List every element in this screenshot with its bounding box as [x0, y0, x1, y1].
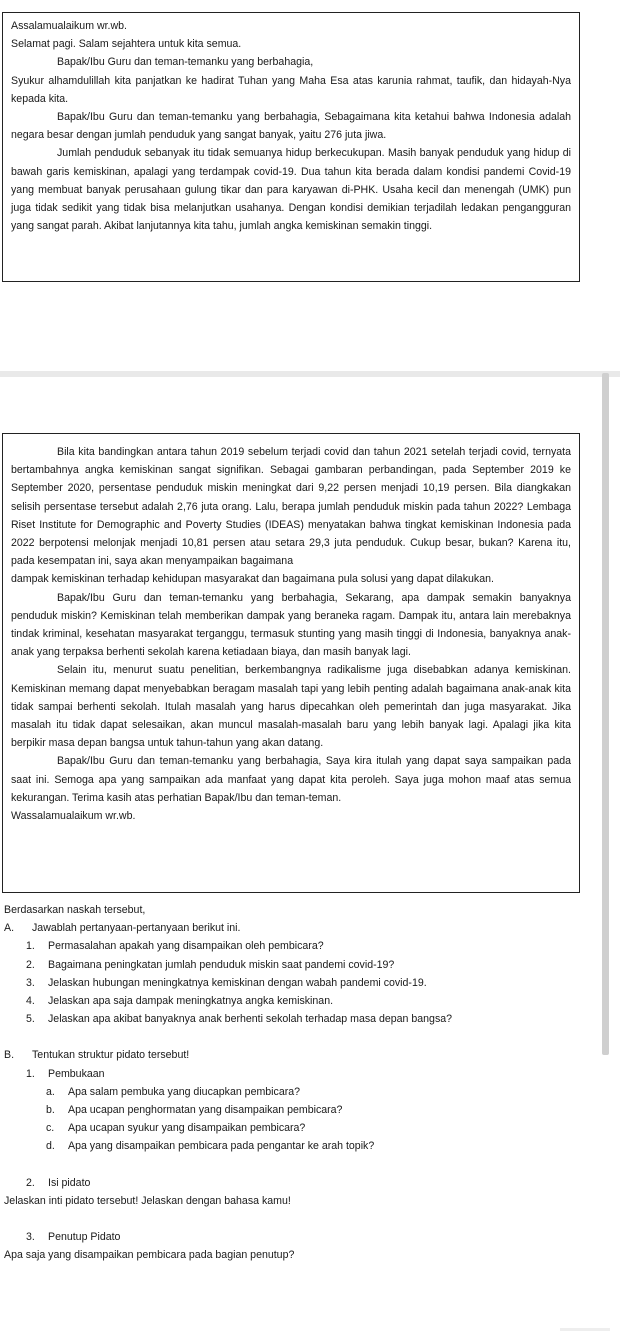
speech-paragraph: Bapak/Ibu Guru dan teman-temanku yang berbahagia, Saya kira itulah yang dapat saya sampaikan pada saat ini. Semoga apa yang sampaikan ada manfaat yang dapat kita peroleh. Saya juga mohon maaf atas semua kekurangan. Terima kasih atas perhatian Bapak/Ibu dan teman-teman.: [11, 755, 571, 804]
speech-paragraph: Bapak/Ibu Guru dan teman-temanku yang berbahagia, Sekarang, apa dampak semakin banyaknya penduduk miskin? Kemiskinan telah memberikan dampak yang beraneka ragam. Dampak itu, antara lain merebaknya tindak kriminal, kesehatan masyarakat terganggu, termasuk stunting yang masih tinggi di Indonesia, banyaknya anak-anak yang terpaksa berhenti sekolah karena ketiadaan biaya, dan masih banyak lagi.: [11, 591, 571, 659]
speech-paragraph: Bila kita bandingkan antara tahun 2019 sebelum terjadi covid dan tahun 2021 setelah terjadi covid, ternyata bertambahnya angka kemiskinan sangat signifikan. Sebagai gambaran perbandingan, pada September 2019 ke September 2020, persentase penduduk miskin meningkat dari 9,22 persen menjadi 10,19 persen. Bila diangkakan selisih persentase tersebut adalah 2,76 juta orang. Lalu, berapa jumlah penduduk miskin pada tahun 2022? Lembaga Riset Institute for Demographic and Poverty Studies (IDEAS) menyatakan bahwa tingkat kemiskinan Indonesia pada 2022 berpotensi melonjak menjadi 10,81 persen atau setara 29,3 juta penduduk. Cukup besar, bukan? Karena itu, pada kesempatan ini, saya akan menyampaikan bagaimana: [11, 446, 571, 568]
structure-part-heading: 2. Isi pidato: [26, 1176, 91, 1189]
page-separator: [0, 371, 620, 377]
list-item: 1. Permasalahan apakah yang disampaikan oleh pembicara?: [26, 940, 324, 953]
section-b-heading: B. Tentukan struktur pidato tersebut!: [4, 1049, 190, 1062]
structure-part-text: Apa saja yang disampaikan pembicara pada bagian penutup?: [4, 1249, 295, 1262]
structure-part-text: Jelaskan inti pidato tersebut! Jelaskan dengan bahasa kamu!: [4, 1194, 291, 1207]
scrollbar[interactable]: [602, 373, 609, 1055]
speech-paragraph: Selain itu, menurut suatu penelitian, berkembangnya radikalisme juga disebabkan adanya kemiskinan. Kemiskinan memang dapat menyebabkan beragam masalah tapi yang lebih penting adalah bagaimana anak-anak kita tidak sampai berhenti sekolah. Itulah masalah yang harus dipecahkan oleh pemerintah dan juga masyarakat. Jika masalah itu tidak dapat selesaikan, akan muncul masalah-masalah baru yang lebih banyak lagi. Apalagi jika kita berpikir masa depan bangsa untuk tahun-tahun yang akan datang.: [11, 664, 571, 750]
page-edge-mark: [560, 1328, 610, 1331]
structure-part-heading: 1. Pembukaan: [26, 1067, 105, 1080]
structure-part-heading: 3. Penutup Pidato: [26, 1231, 121, 1244]
speech-paragraph: Bapak/Ibu Guru dan teman-temanku yang berbahagia, Sebagaimana kita ketahui bahwa Indonesia adalah negara besar dengan jumlah penduduk yang sangat banyak, yaitu 276 juta jiwa.: [11, 111, 571, 142]
list-item: 5. Jelaskan apa akibat banyaknya anak berhenti sekolah terhadap masa depan bangsa?: [26, 1013, 453, 1026]
list-item: d. Apa yang disampaikan pembicara pada pengantar ke arah topik?: [46, 1140, 375, 1153]
greeting-line: Selamat pagi. Salam sejahtera untuk kita semua.: [11, 38, 242, 51]
list-item: 2. Bagaimana peningkatan jumlah penduduk miskin saat pandemi covid-19?: [26, 958, 395, 971]
list-item: 3. Jelaskan hubungan meningkatnya kemiskinan dengan wabah pandemi covid-19.: [26, 976, 427, 989]
questions-section: [4, 901, 600, 1264]
speech-part2-box: [2, 433, 580, 893]
questions-intro: Berdasarkan naskah tersebut,: [4, 904, 146, 916]
greeting-line: Assalamualaikum wr.wb.: [11, 20, 127, 32]
section-a-heading: A. Jawablah pertanyaan-pertanyaan berikut ini.: [4, 922, 241, 935]
list-item: a. Apa salam pembuka yang diucapkan pembicara?: [46, 1085, 301, 1098]
gratitude-paragraph: Syukur alhamdulillah kita panjatkan ke hadirat Tuhan yang Maha Esa atas karunia rahmat, taufik, dan hidayah-Nya kepada kita.: [11, 74, 571, 105]
speech-part1-box: [2, 12, 580, 282]
speech-paragraph: Jumlah penduduk sebanyak itu tidak semuanya hidup berkecukupan. Masih banyak penduduk yang hidup di bawah garis kemiskinan, apalagi yang terdampak covid-19. Dua tahun kita berada dalam kondisi pandemi Covid-19 yang membuat banyak perusahaan gulung tikar dan para karyawan di-PHK. Usaha kecil dan menengah (UMK) pun juga tidak sedikit yang tidak bisa melanjutkan usahanya. Dengan kondisi demikian terjadilah ledakan pengangguran yang sangat parah. Akibat lanjutannya kita tahu, jumlah angka kemiskinan semakin tinggi.: [11, 147, 571, 233]
list-item: 4. Jelaskan apa saja dampak meningkatnya angka kemiskinan.: [26, 995, 334, 1008]
list-item: b. Apa ucapan penghormatan yang disampaikan pembicara?: [46, 1104, 343, 1117]
list-item: c. Apa ucapan syukur yang disampaikan pembicara?: [46, 1122, 306, 1135]
closing-line: Wassalamualaikum wr.wb.: [11, 810, 136, 823]
speech-paragraph: dampak kemiskinan terhadap kehidupan masyarakat dan bagaimana pula solusi yang dapat dilakukan.: [11, 573, 494, 586]
honorific-line: Bapak/Ibu Guru dan teman-temanku yang berbahagia,: [57, 56, 314, 69]
